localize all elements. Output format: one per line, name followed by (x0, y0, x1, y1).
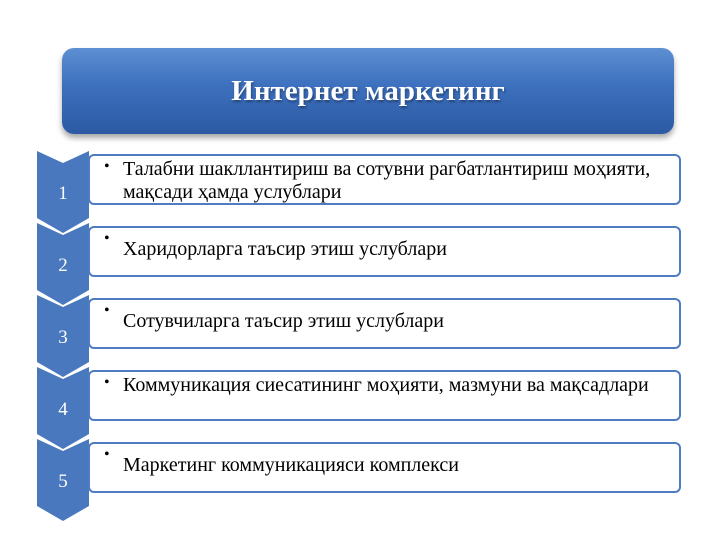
step-box-5 (88, 442, 681, 493)
step-text-5: Маркетинг коммуникацияси комплекси (123, 454, 459, 476)
step-number-4: 4 (58, 399, 68, 420)
step-box-3 (88, 298, 681, 349)
step-text-2: Харидорларга таъсир этиш услублари (123, 238, 447, 260)
step-number-5: 5 (58, 471, 68, 492)
diagram-title: Интернет маркетинг (231, 74, 505, 107)
step-text-3: Сотувчиларга таъсир этиш услублари (123, 310, 444, 332)
bullet-icon: • (104, 158, 110, 175)
step-number-3: 3 (58, 327, 68, 348)
step-text-4: Коммуникация сиесатининг моҳияти, мазмуни ва мақсадлари (123, 374, 649, 396)
bullet-icon: • (104, 374, 110, 391)
step-box-2 (88, 226, 681, 277)
bullet-icon: • (104, 302, 110, 319)
step-box-1 (88, 154, 681, 205)
bullet-icon: • (104, 446, 110, 463)
step-number-2: 2 (58, 255, 68, 276)
step-number-1: 1 (58, 183, 68, 204)
step-text-1: Талабни шакллантириш ва сотувни рагбатлантириш моҳияти, мақсади ҳамда услублари (123, 158, 651, 203)
step-box-4 (88, 370, 681, 421)
bullet-icon: • (104, 230, 110, 247)
